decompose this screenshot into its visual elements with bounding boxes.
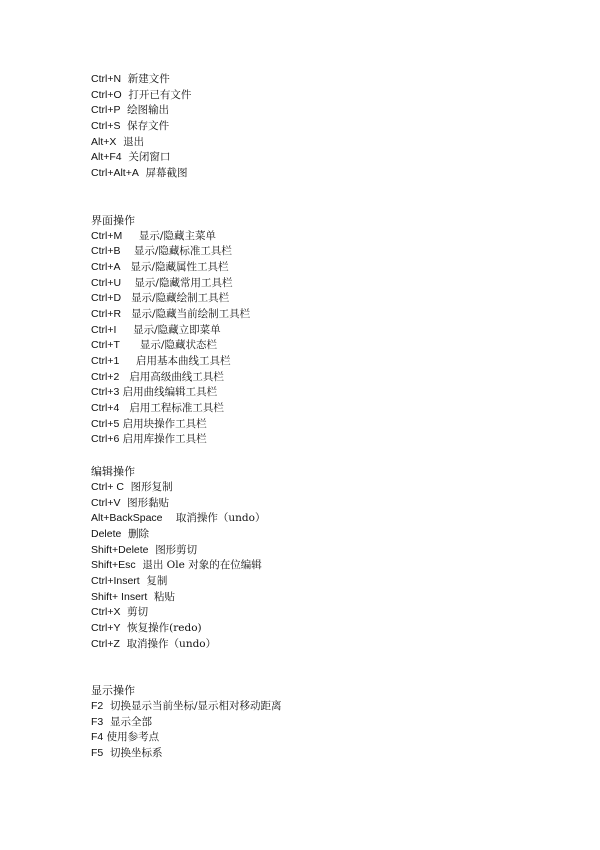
shortcut-row <box>91 276 571 292</box>
shortcut-desc: 使用参考点 <box>106 731 160 744</box>
shortcut-row <box>91 527 571 543</box>
shortcut-desc: 取消操作（undo） <box>175 512 266 525</box>
shortcut-key: Ctrl+5 <box>91 417 120 430</box>
shortcut-desc: 显示/隐藏立即菜单 <box>133 323 221 336</box>
shortcut-desc: 粘贴 <box>154 590 176 603</box>
shortcut-desc: 显示/隐藏标准工具栏 <box>133 245 232 258</box>
shortcut-key: Ctrl+I <box>91 323 117 336</box>
shortcut-row <box>91 88 571 104</box>
shortcut-key: Ctrl+2 <box>91 370 120 383</box>
shortcut-desc: 启用基本曲线工具栏 <box>136 355 231 367</box>
spacer <box>91 182 571 213</box>
shortcut-row <box>91 291 571 307</box>
shortcut-key: Ctrl+O <box>91 88 122 101</box>
shortcut-desc: 恢复操作(redo) <box>127 622 202 634</box>
shortcut-row <box>91 511 571 527</box>
shortcut-key: Ctrl+1 <box>91 355 120 367</box>
spacer <box>91 448 571 464</box>
shortcut-desc: 屏幕截图 <box>145 167 188 180</box>
shortcut-key: Ctrl+Insert <box>91 574 140 587</box>
shortcut-key: Ctrl+X <box>91 606 121 619</box>
shortcut-key: Ctrl+A <box>91 260 121 273</box>
shortcut-row <box>91 590 571 606</box>
shortcut-row <box>91 385 571 401</box>
shortcut-key: Ctrl+T <box>91 339 120 352</box>
shortcut-row <box>91 543 571 559</box>
shortcut-row <box>91 558 571 574</box>
shortcut-row <box>91 730 571 746</box>
shortcut-row <box>91 574 571 590</box>
shortcut-desc: 退出 <box>123 135 145 148</box>
shortcut-row <box>91 244 571 260</box>
document-page <box>91 72 571 762</box>
shortcut-key: Ctrl+N <box>91 73 122 85</box>
shortcut-desc: 图形复制 <box>130 480 173 493</box>
shortcut-desc: 取消操作（undo） <box>126 637 217 650</box>
shortcut-key: F3 <box>91 715 104 728</box>
shortcut-row <box>91 637 571 653</box>
shortcut-key: Alt+F4 <box>91 151 122 164</box>
shortcut-key: Ctrl+3 <box>91 386 120 399</box>
shortcut-row <box>91 354 571 370</box>
shortcut-row <box>91 699 571 715</box>
shortcut-key: Ctrl+ C <box>91 480 124 493</box>
shortcut-row <box>91 103 571 119</box>
shortcut-desc: 显示/隐藏当前绘制工具栏 <box>131 307 251 320</box>
shortcut-row <box>91 715 571 731</box>
shortcut-key: Ctrl+D <box>91 292 122 305</box>
shortcut-desc: 启用块操作工具栏 <box>122 417 207 430</box>
section-file-shortcuts <box>91 72 571 182</box>
shortcut-key: Ctrl+V <box>91 496 121 509</box>
shortcut-desc: 显示全部 <box>109 715 152 728</box>
shortcut-row <box>91 166 571 182</box>
shortcut-desc: 退出 Ole 对象的在位编辑 <box>142 559 262 572</box>
shortcut-row <box>91 480 571 496</box>
shortcut-key: Ctrl+B <box>91 245 121 258</box>
shortcut-desc: 新建文件 <box>127 73 170 85</box>
shortcut-desc: 保存文件 <box>127 120 170 133</box>
shortcut-desc: 启用工程标准工具栏 <box>129 402 224 415</box>
section-heading: 编辑操作 <box>91 465 135 479</box>
shortcut-desc: 关闭窗口 <box>128 151 171 164</box>
section-heading: 界面操作 <box>91 213 135 227</box>
shortcut-key: Ctrl+S <box>91 120 121 133</box>
shortcut-key: Ctrl+Y <box>91 622 121 634</box>
shortcut-key: Ctrl+P <box>91 104 121 117</box>
shortcut-desc: 显示/隐藏属性工具栏 <box>130 260 229 273</box>
shortcut-row <box>91 370 571 386</box>
shortcut-desc: 图形黏贴 <box>127 496 170 509</box>
shortcut-row <box>91 605 571 621</box>
shortcut-desc: 绘图输出 <box>127 104 170 117</box>
spacer <box>91 652 571 683</box>
shortcut-desc: 启用曲线编辑工具栏 <box>122 386 218 399</box>
section-interface-operations <box>91 213 571 448</box>
shortcut-row <box>91 401 571 417</box>
section-display-operations <box>91 683 571 761</box>
shortcut-key: Alt+BackSpace <box>91 512 163 525</box>
shortcut-row <box>91 621 571 637</box>
shortcut-row <box>91 135 571 151</box>
shortcut-key: Ctrl+R <box>91 307 122 320</box>
shortcut-row <box>91 150 571 166</box>
shortcut-key: Ctrl+4 <box>91 402 120 415</box>
shortcut-row <box>91 432 571 448</box>
shortcut-desc: 显示/隐藏常用工具栏 <box>134 276 233 289</box>
shortcut-key: F5 <box>91 747 104 760</box>
shortcut-row <box>91 323 571 339</box>
shortcut-key: Alt+X <box>91 135 117 148</box>
shortcut-desc: 显示/隐藏主菜单 <box>138 229 216 242</box>
shortcut-desc: 复制 <box>146 574 168 587</box>
shortcut-key: Ctrl+U <box>91 276 122 289</box>
shortcut-key: Shift+ Insert <box>91 590 148 603</box>
shortcut-row <box>91 119 571 135</box>
shortcut-desc: 显示/隐藏绘制工具栏 <box>131 292 230 305</box>
shortcut-desc: 启用库操作工具栏 <box>122 433 207 446</box>
shortcut-desc: 启用高级曲线工具栏 <box>129 370 224 383</box>
shortcut-row <box>91 260 571 276</box>
shortcut-row <box>91 746 571 762</box>
shortcut-key: Ctrl+M <box>91 229 123 242</box>
shortcut-key: Ctrl+Z <box>91 637 120 650</box>
shortcut-desc: 切换坐标系 <box>109 747 163 760</box>
shortcut-key: Shift+Esc <box>91 559 136 572</box>
shortcut-key: Delete <box>91 527 122 540</box>
shortcut-key: F2 <box>91 700 104 713</box>
shortcut-desc: 剪切 <box>127 606 149 619</box>
shortcut-row <box>91 417 571 433</box>
shortcut-key: Ctrl+Alt+A <box>91 167 139 180</box>
shortcut-key: Shift+Delete <box>91 543 149 556</box>
section-heading: 显示操作 <box>91 684 135 698</box>
shortcut-desc: 显示/隐藏状态栏 <box>139 339 217 352</box>
shortcut-desc: 打开已有文件 <box>128 88 192 101</box>
shortcut-row <box>91 496 571 512</box>
shortcut-desc: 切换显示当前坐标/显示相对移动距离 <box>109 700 282 713</box>
shortcut-desc: 删除 <box>128 527 150 540</box>
shortcut-row <box>91 307 571 323</box>
shortcut-row <box>91 72 571 88</box>
shortcut-desc: 图形剪切 <box>155 543 198 556</box>
shortcut-row <box>91 229 571 245</box>
section-edit-operations <box>91 464 571 652</box>
shortcut-key: Ctrl+6 <box>91 433 120 446</box>
shortcut-key: F4 <box>91 731 104 744</box>
shortcut-row <box>91 338 571 354</box>
